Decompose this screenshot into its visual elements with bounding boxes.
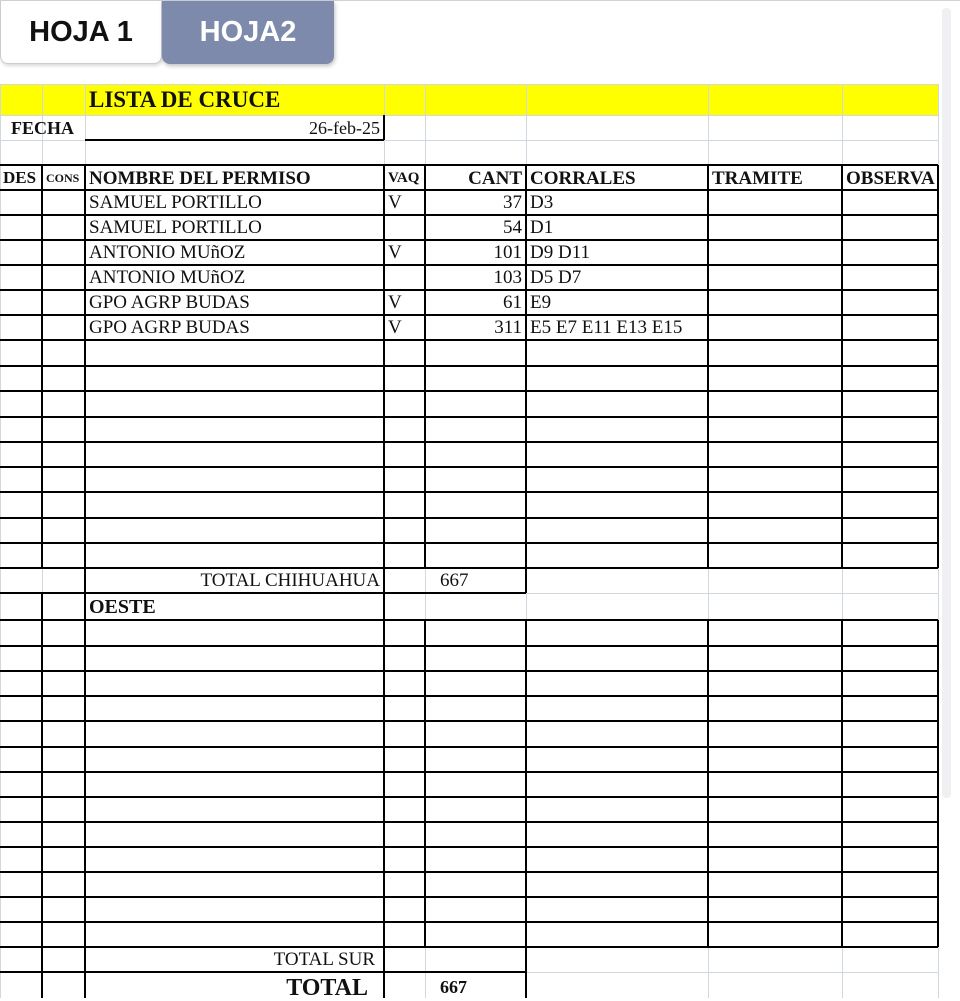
data-row-border xyxy=(0,567,938,569)
row-nombre: SAMUEL PORTILLO xyxy=(89,192,262,213)
row-cant: 103 xyxy=(493,267,522,288)
data-row-border xyxy=(0,416,938,418)
row-corrales: E9 xyxy=(530,292,552,313)
oeste-col-border xyxy=(424,620,426,947)
header-cons: CONS xyxy=(46,171,80,185)
total-chihuahua-label: TOTAL CHIHUAHUA xyxy=(200,570,380,591)
oeste-row-border xyxy=(0,896,938,898)
sheet-title: LISTA DE CRUCE xyxy=(89,87,281,112)
oeste-row-border xyxy=(0,746,938,748)
oeste-col-border xyxy=(707,620,709,947)
row-corrales: D3 xyxy=(530,192,554,213)
light-row-line xyxy=(0,115,938,116)
data-col-border xyxy=(383,165,385,568)
total-sur-label: TOTAL SUR xyxy=(273,949,375,970)
oeste-row-border xyxy=(0,871,938,873)
row-vaq: V xyxy=(388,292,402,313)
oeste-row-border xyxy=(0,670,938,672)
header-vaq: VAQ xyxy=(388,170,420,186)
oeste-row-border xyxy=(0,695,938,697)
data-row-border xyxy=(0,365,938,367)
data-row-border xyxy=(0,289,938,291)
row-corrales: D9 D11 xyxy=(530,242,590,263)
row-corrales: D1 xyxy=(530,217,554,238)
data-row-border xyxy=(0,314,938,316)
data-row-border xyxy=(0,542,938,544)
row-cant: 311 xyxy=(494,317,522,338)
oeste-row-border xyxy=(0,821,938,823)
fecha-value: 26-feb-25 xyxy=(309,118,380,138)
data-row-border xyxy=(0,339,938,341)
oeste-label: OESTE xyxy=(89,596,156,618)
data-row-border xyxy=(0,491,938,493)
header-des: DES xyxy=(3,168,37,187)
row-vaq: V xyxy=(388,242,402,263)
row-cant: 37 xyxy=(503,192,522,213)
oeste-row-border xyxy=(0,796,938,798)
oeste-col-border xyxy=(383,620,385,947)
total-chihuahua-border xyxy=(84,568,86,593)
data-col-border xyxy=(841,165,843,568)
data-row-border xyxy=(0,466,938,468)
light-column-line xyxy=(0,84,1,998)
data-col-border xyxy=(525,165,527,568)
data-row-border xyxy=(0,189,938,191)
header-cant: CANT xyxy=(468,168,522,189)
oeste-border xyxy=(84,593,86,620)
row-nombre: SAMUEL PORTILLO xyxy=(89,217,262,238)
header-nombre: NOMBRE DEL PERMISO xyxy=(89,168,311,189)
row-cant: 54 xyxy=(503,217,522,238)
oeste-border xyxy=(0,619,938,621)
light-row-line xyxy=(0,84,938,85)
oeste-border xyxy=(41,593,43,620)
data-col-border xyxy=(707,165,709,568)
fecha-border xyxy=(383,115,385,140)
data-row-border xyxy=(0,264,938,266)
data-row-border xyxy=(0,390,938,392)
header-tramite: TRAMITE xyxy=(712,168,803,189)
total-value: 667 xyxy=(440,977,467,997)
total-chihuahua-border xyxy=(383,568,385,593)
data-row-border xyxy=(0,214,938,216)
row-cant: 61 xyxy=(503,292,522,313)
total-border xyxy=(0,971,526,973)
data-row-border xyxy=(0,239,938,241)
tab-hoja-1-label: HOJA 1 xyxy=(29,15,133,48)
row-nombre: GPO AGRP BUDAS xyxy=(89,292,250,313)
oeste-row-border xyxy=(0,720,938,722)
row-nombre: GPO AGRP BUDAS xyxy=(89,317,250,338)
row-vaq: V xyxy=(388,317,402,338)
oeste-border xyxy=(383,593,385,620)
row-corrales: E5 E7 E11 E13 E15 xyxy=(530,317,683,338)
data-col-border xyxy=(937,165,939,568)
header-observa: OBSERVA xyxy=(846,168,935,189)
data-col-border xyxy=(424,165,426,568)
row-vaq: V xyxy=(388,192,402,213)
oeste-col-border xyxy=(525,620,527,947)
oeste-col-border xyxy=(841,620,843,947)
header-top-border xyxy=(0,164,938,166)
fecha-border xyxy=(85,139,384,141)
tab-hoja-2-label: HOJA2 xyxy=(199,16,297,48)
fecha-label: FECHA xyxy=(11,118,74,138)
total-label: TOTAL xyxy=(286,975,368,1001)
data-col-border xyxy=(84,165,86,568)
row-nombre: ANTONIO MUñOZ xyxy=(89,267,246,288)
row-nombre: ANTONIO MUñOZ xyxy=(89,242,246,263)
oeste-row-border xyxy=(0,946,938,948)
total-chihuahua-border xyxy=(525,568,527,593)
data-row-border xyxy=(0,517,938,519)
oeste-col-border xyxy=(937,620,939,947)
data-col-border xyxy=(41,165,43,568)
data-row-border xyxy=(0,441,938,443)
oeste-row-border xyxy=(0,846,938,848)
row-cant: 101 xyxy=(493,242,522,263)
oeste-row-border xyxy=(0,921,938,923)
row-corrales: D5 D7 xyxy=(530,267,582,288)
total-chihuahua-border xyxy=(0,592,526,594)
oeste-row-border xyxy=(0,645,938,647)
total-chihuahua-value: 667 xyxy=(440,570,469,591)
header-corrales: CORRALES xyxy=(530,168,636,189)
oeste-row-border xyxy=(0,771,938,773)
oeste-col-border xyxy=(84,620,86,947)
oeste-col-border xyxy=(41,620,43,947)
